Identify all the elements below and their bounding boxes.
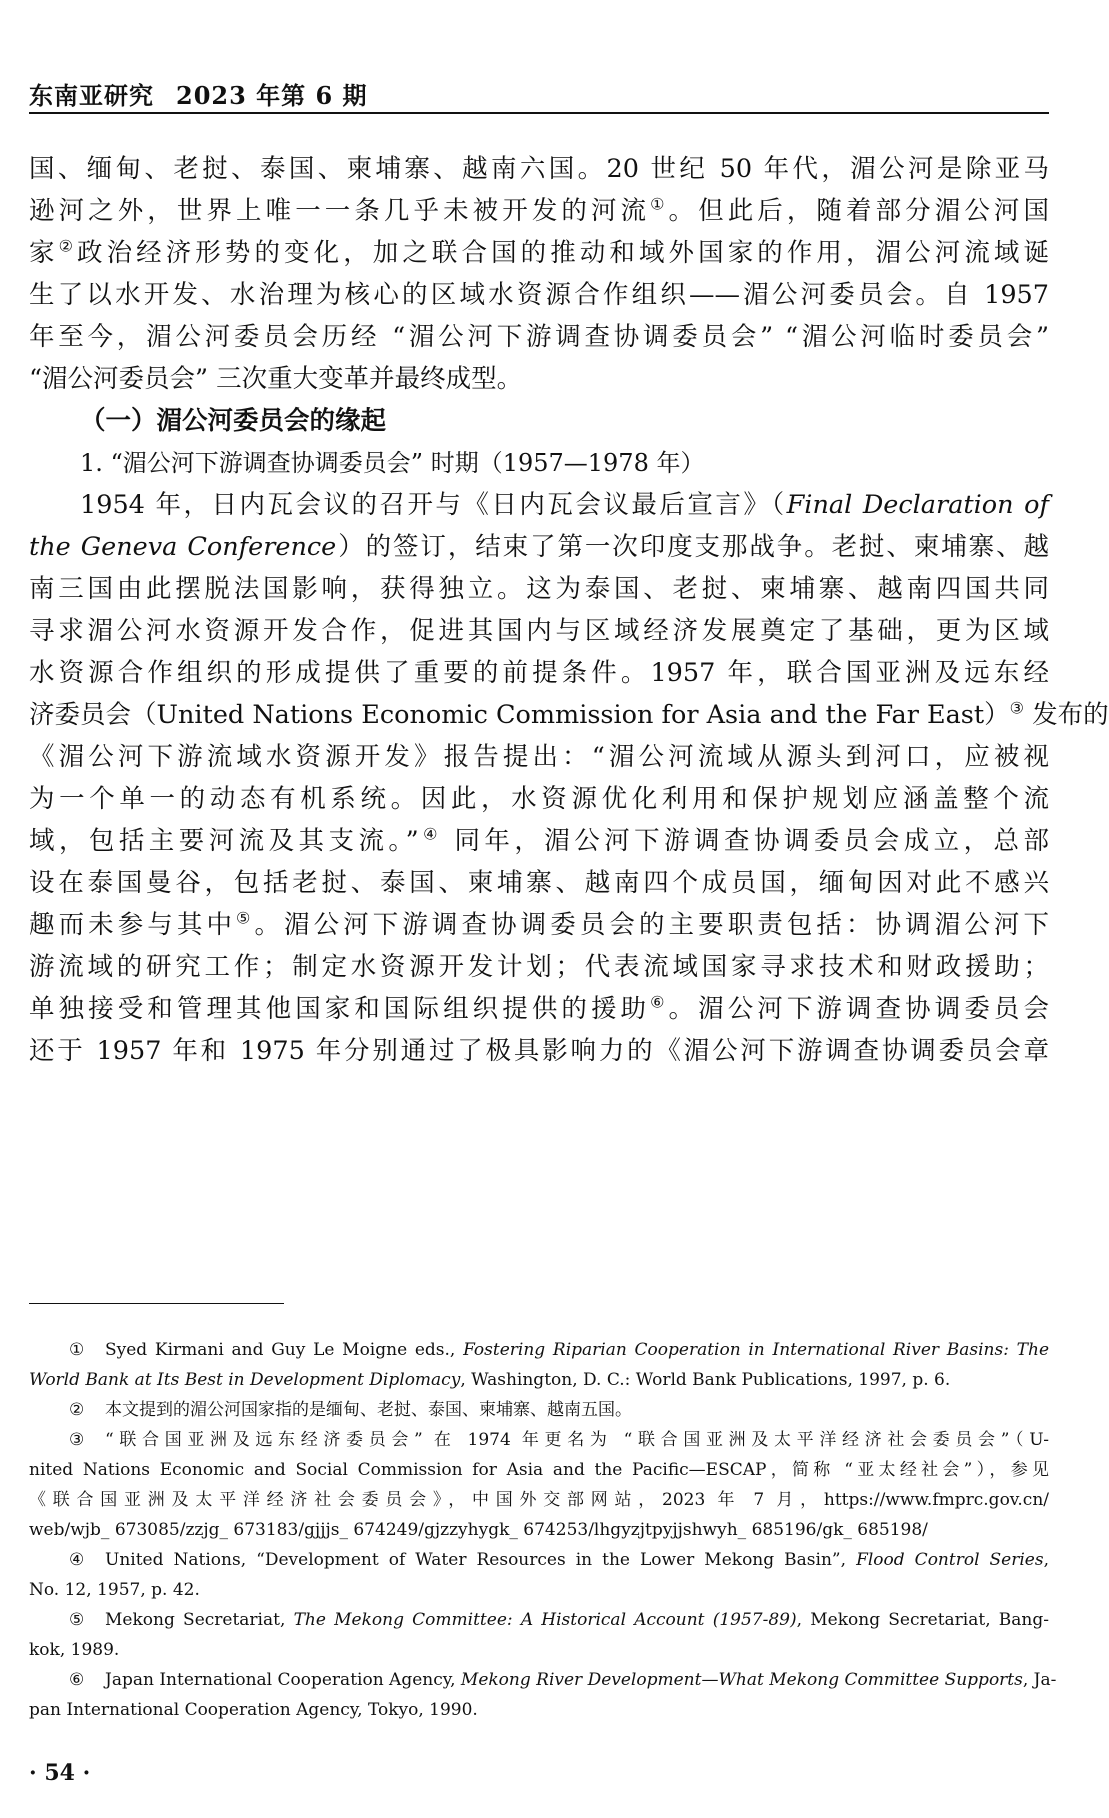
footnote-link[interactable]: web/wjb_ 673085/zzjg_ 673183/gjjjs_ 674249/gjzzyhygk_ 674253/lhgyzjtpyjjshwyh_ 685196/gk_ 685198/ xyxy=(29,1520,928,1540)
journal-issue: 2023 年第 6 期 xyxy=(176,81,368,110)
section-heading: （一）湄公河委员会的缘起 xyxy=(80,406,387,436)
footnote-ref[interactable]: ① xyxy=(650,194,669,214)
text-line: 游流域的研究工作；制定水资源开发计划；代表流域国家寻求技术和财政援助； xyxy=(29,952,1049,982)
text-line: 国、缅甸、老挝、泰国、柬埔寨、越南六国。20 世纪 50 年代，湄公河是除亚马 xyxy=(29,154,1049,184)
text-line: 家②政治经济形势的变化，加之联合国的推动和域外国家的作用，湄公河流域诞 xyxy=(29,236,1049,268)
footnote-ref[interactable]: ② xyxy=(58,236,77,256)
text-line: the Geneva Conference）的签订，结束了第一次印度支那战争。老挝、柬埔寨、越 xyxy=(29,532,1049,562)
footnote-4: ④ United Nations, “Development of Water Resources in the Lower Mekong Basin”, Flood Control Series, No. 12, 1957, p. 42. xyxy=(29,1550,1049,1600)
text-line: “湄公河委员会” 三次重大变革并最终成型。 xyxy=(29,364,523,394)
footnote-ref[interactable]: ③ xyxy=(1009,698,1024,718)
footnote-2: ② 本文提到的湄公河国家指的是缅甸、老挝、泰国、柬埔寨、越南五国。 xyxy=(69,1400,632,1420)
footnote-6: ⑥ Japan International Cooperation Agency, Mekong River Development—What Mekong Committee Supports, Ja- pan International Cooperation Agency, Tokyo, 1990. xyxy=(29,1670,1057,1720)
running-header xyxy=(29,76,368,111)
main-text xyxy=(29,148,1109,1072)
header-rule xyxy=(29,112,1049,114)
text-line: 逊河之外，世界上唯一一条几乎未被开发的河流①。但此后，随着部分湄公河国 xyxy=(29,194,1049,226)
footnote-separator xyxy=(29,1303,284,1304)
journal-title: 东南亚研究 xyxy=(29,81,154,110)
text-line: 济委员会（United Nations Economic Commission for Asia and the Far East）③ 发布的 xyxy=(29,698,1109,730)
footnotes xyxy=(29,1335,1057,1725)
text-line: 生了以水开发、水治理为核心的区域水资源合作组织——湄公河委员会。自 1957 xyxy=(29,280,1049,310)
text-line: 年至今，湄公河委员会历经 “湄公河下游调查协调委员会” “湄公河临时委员会” xyxy=(29,322,1049,352)
footnote-ref[interactable]: ⑥ xyxy=(650,992,669,1012)
text-line: 1954 年，日内瓦会议的召开与《日内瓦会议最后宣言》（Final Declaration of xyxy=(80,490,1049,520)
footnote-1: ① Syed Kirmani and Guy Le Moigne eds., Fostering Riparian Cooperation in International River Basins: The World Bank at Its Best in Development Diplomacy, Washington, D. C.: World Bank Publications, 1997, p. 6. xyxy=(29,1340,1050,1390)
footnote-ref[interactable]: ⑤ xyxy=(236,908,255,928)
footnote-link[interactable]: 《联合国亚洲及太平洋经济社会委员会》，中国外交部网站，2023 年 7 月，https://www.fmprc.gov.cn/ xyxy=(29,1490,1049,1510)
subsection-heading: 1. “湄公河下游调查协调委员会” 时期（1957—1978 年） xyxy=(80,449,705,477)
text-line: 单独接受和管理其他国家和国际组织提供的援助⑥。湄公河下游调查协调委员会 xyxy=(29,992,1049,1024)
footnote-ref[interactable]: ④ xyxy=(418,824,442,844)
footnote-5: ⑤ Mekong Secretariat, The Mekong Committee: A Historical Account (1957-89), Mekong Secretariat, Bang- kok, 1989. xyxy=(29,1610,1050,1660)
footnote-3: ③ “联合国亚洲及远东经济委员会” 在 1974 年更名为 “联合国亚洲及太平洋经济社会委员会”（U- nited Nations Economic and Social Commission for Asia and the Pacific—ESCAP，简称 “亚太经社会”），参见 《联合国亚洲及太平洋经济社会委员会》，中国外交部网站，2023 年 7 月，https://www.fmprc.gov.cn/ web/wjb_ 673085/zzjg_ 673183/gjjjs_ 674249/gjzzyhygk_ 674253/lhgyzjtpyjjshwyh_ 685196/gk_ 685198/ xyxy=(29,1425,1049,1545)
text-line: 南三国由此摆脱法国影响，获得独立。这为泰国、老挝、柬埔寨、越南四国共同 xyxy=(29,574,1049,604)
text-line: 寻求湄公河水资源开发合作，促进其国内与区域经济发展奠定了基础，更为区域 xyxy=(29,616,1049,646)
text-line: 趣而未参与其中⑤。湄公河下游调查协调委员会的主要职责包括：协调湄公河下 xyxy=(29,908,1049,940)
text-line: 《湄公河下游流域水资源开发》报告提出：“湄公河流域从源头到河口，应被视 xyxy=(29,742,1049,772)
text-line: 为一个单一的动态有机系统。因此，水资源优化利用和保护规划应涵盖整个流 xyxy=(29,784,1049,814)
text-line: 水资源合作组织的形成提供了重要的前提条件。1957 年，联合国亚洲及远东经 xyxy=(29,658,1049,688)
page-number: · 54 · xyxy=(29,1760,91,1786)
text-line: 还于 1957 年和 1975 年分别通过了极具影响力的《湄公河下游调查协调委员会章 xyxy=(29,1036,1049,1066)
text-line: 设在泰国曼谷，包括老挝、泰国、柬埔寨、越南四个成员国，缅甸因对此不感兴 xyxy=(29,868,1049,898)
text-line: 域，包括主要河流及其支流。”④ 同年，湄公河下游调查协调委员会成立，总部 xyxy=(29,824,1049,856)
